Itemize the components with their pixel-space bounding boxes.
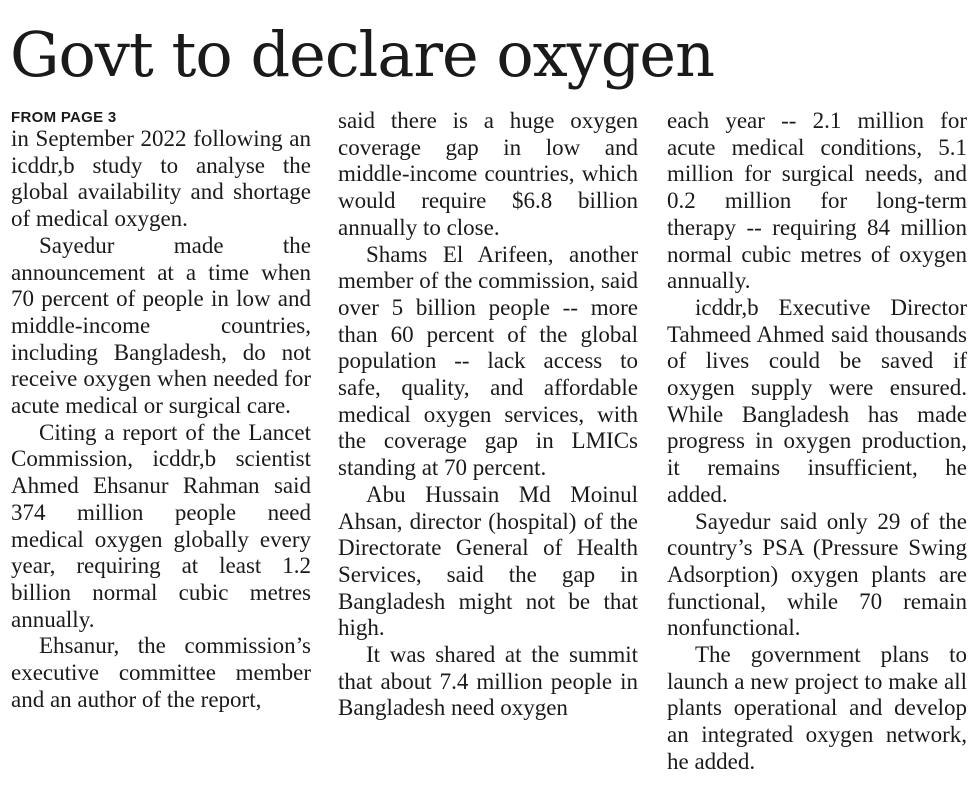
paragraph: Citing a report of the Lancet Commission, icddr,b scientist Ahmed Ehsanur Rahman said 374 million people need medical oxygen globally every year, requiring at least 1.2 billion normal cubic metres annually. (11, 419, 311, 632)
paragraph: It was shared at the summit that about 7.4 million people in Bangladesh need oxygen (338, 642, 638, 721)
headline: Govt to declare oxygen (10, 18, 715, 91)
paragraph: said there is a huge oxygen coverage gap in low and middle-income countries, which would require $6.8 billion annually to close. (338, 108, 638, 240)
text-column-2 (338, 108, 638, 722)
paragraph: each year -- 2.1 million for acute medical conditions, 5.1 million for surgical needs, and 0.2 million for long-term therapy -- requiring 84 million normal cubic metres of oxygen annually. (667, 108, 967, 294)
text-column-1 (11, 108, 311, 713)
paragraph: Sayedur said only 29 of the country’s PSA (Pressure Swing Adsorption) oxygen plants are functional, while 70 remain nonfunctional. (667, 508, 967, 641)
paragraph: icddr,b Executive Director Tahmeed Ahmed said thousands of lives could be saved if oxygen supply were ensured. While Bangladesh has made progress in oxygen production, it remains insufficient, he added. (667, 294, 967, 507)
text-column-3 (667, 108, 967, 776)
paragraph: The government plans to launch a new project to make all plants operational and develop an integrated oxygen network, he added. (667, 642, 967, 774)
paragraph: in September 2022 following an icddr,b study to analyse the global availability and shortage of medical oxygen. (11, 126, 311, 232)
jump-label: FROM PAGE 3 (11, 109, 117, 126)
paragraph: Shams El Arifeen, another member of the commission, said over 5 billion people -- more than 60 percent of the global population -- lack access to safe, quality, and affordable medical oxygen services, with the coverage gap in LMICs standing at 70 percent. (338, 241, 638, 481)
paragraph: Abu Hussain Md Moinul Ahsan, director (hospital) of the Directorate General of Health Services, said the gap in Bangladesh might not be that high. (338, 481, 638, 641)
paragraph: Sayedur made the announcement at a time when 70 percent of people in low and middle-income countries, including Bangladesh, do not receive oxygen when needed for acute medical or surgical care. (11, 232, 311, 419)
paragraph: Ehsanur, the commission’s executive committee member and an author of the report, (11, 633, 311, 712)
